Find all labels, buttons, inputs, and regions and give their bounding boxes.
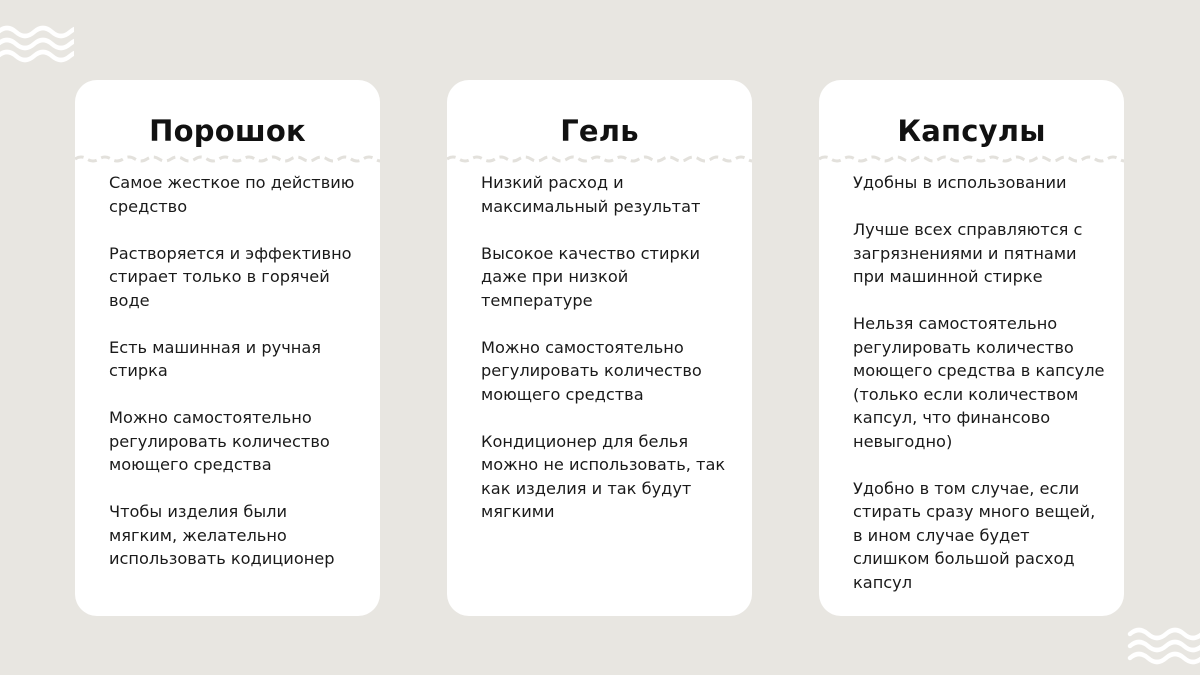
card-title: Гель [560, 114, 639, 148]
list-item: Лучше всех справляются с загрязнениями и пятнами при машинной стирке [853, 220, 1083, 286]
list-item: Низкий расход и максимальный результат [481, 173, 701, 216]
list-item: Самое жесткое по действию средство [109, 173, 355, 216]
dashed-divider [447, 154, 752, 164]
card-powder [75, 80, 380, 616]
list-item: Кондиционер для белья можно не использовать, так как изделия и так будут мягкими [481, 431, 726, 521]
list-item: Нельзя самостоятельно регулировать количество моющего средства в капсуле (только если количеством капсул, что финансово невыгодно) [853, 314, 1105, 451]
list-item: Растворяется и эффективно стирает только в горячей воде [109, 243, 352, 310]
feature-list [109, 171, 366, 594]
feature-list [853, 171, 1110, 618]
list-item: Чтобы изделия были мягким, желательно использовать кодиционер [109, 502, 335, 568]
list-item: Можно самостоятельно регулировать количество моющего средства [481, 337, 702, 404]
list-item: Высокое качество стирки даже при низкой температуре [481, 243, 701, 310]
list-item: Удобны в использовании [853, 173, 1067, 192]
wave-decoration-icon [1126, 624, 1200, 666]
list-item: Можно самостоятельно регулировать количество моющего средства [109, 408, 330, 474]
list-item: Есть машинная и ручная стирка [109, 337, 322, 380]
dashed-divider [75, 154, 380, 164]
dashed-divider [819, 154, 1124, 164]
feature-list [481, 171, 738, 547]
card-gel [447, 80, 752, 616]
card-capsules [819, 80, 1124, 616]
wave-decoration-icon [0, 22, 74, 64]
card-title: Капсулы [897, 114, 1046, 148]
list-item: Удобно в том случае, если стирать сразу много вещей, в ином случае будет слишком большой расход капсул [853, 478, 1096, 592]
card-title: Порошок [149, 114, 306, 148]
